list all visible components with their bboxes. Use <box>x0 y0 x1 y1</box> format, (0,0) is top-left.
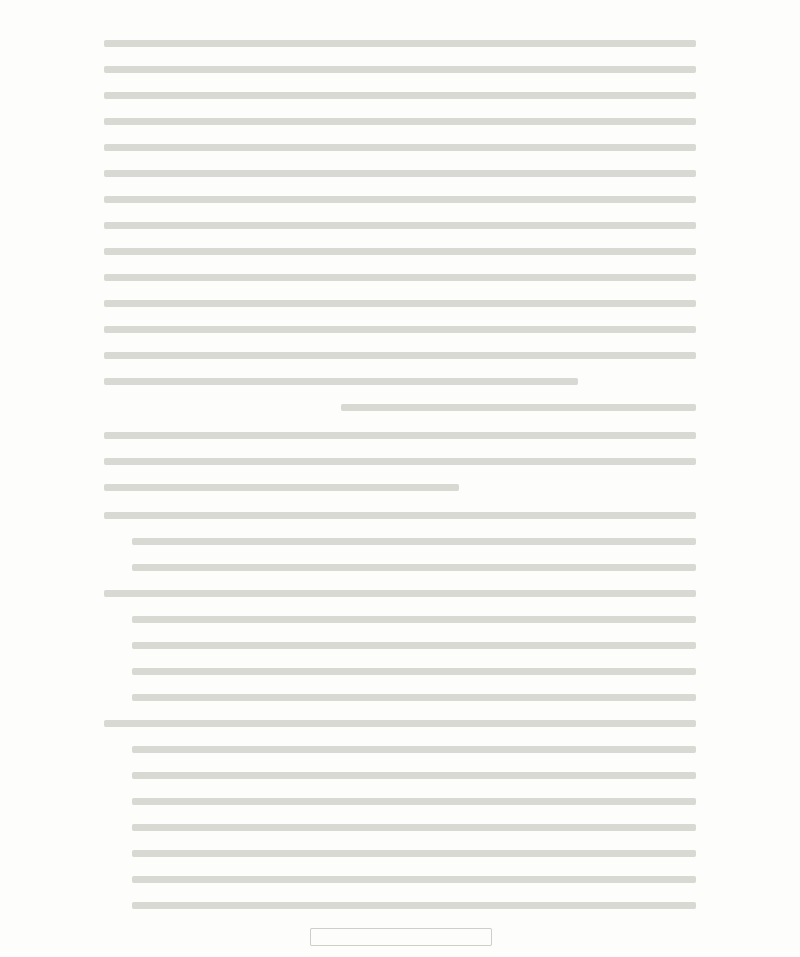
questions <box>104 512 696 928</box>
source-note <box>104 404 696 430</box>
page-footer <box>310 928 492 946</box>
passage-text <box>104 40 696 404</box>
annotations <box>104 432 696 510</box>
